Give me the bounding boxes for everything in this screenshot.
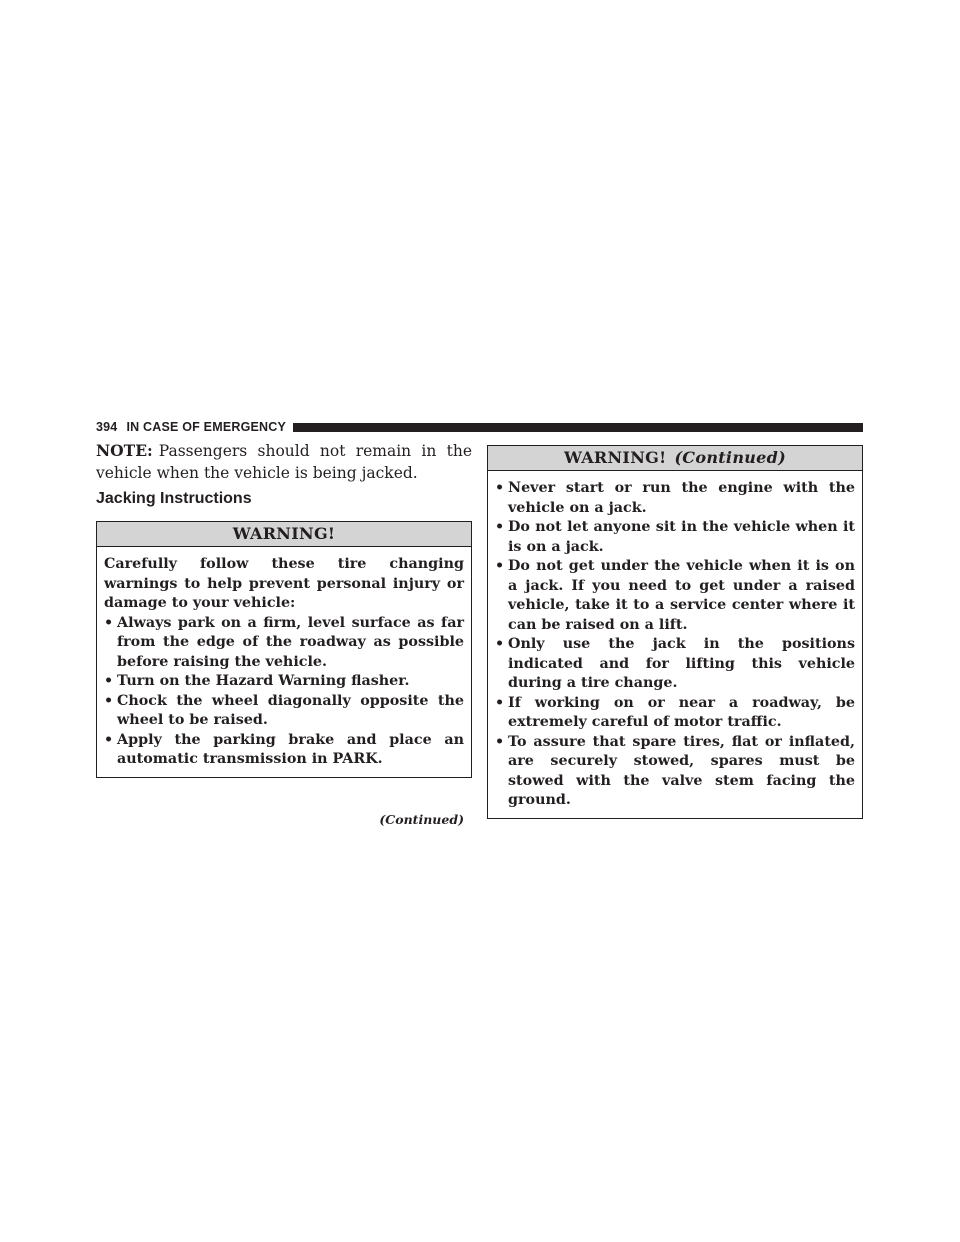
- bullet-icon: •: [104, 731, 114, 748]
- list-item: [495, 733, 855, 811]
- header-rule: [293, 423, 863, 432]
- list-item-text: Apply the parking brake and place an automatic transmission in PARK.: [117, 731, 464, 767]
- bullet-icon: •: [495, 694, 505, 711]
- warning-box: [96, 521, 472, 778]
- list-item: [104, 731, 464, 770]
- warning-intro: Carefully follow these tire changing warnings to help prevent personal injury or damage to your vehicle:: [104, 556, 464, 611]
- bullet-icon: •: [104, 692, 114, 709]
- note-label: NOTE:: [96, 441, 153, 460]
- bullet-icon: •: [495, 558, 505, 574]
- list-item: [495, 518, 855, 557]
- bullet-icon: •: [104, 673, 114, 689]
- note-paragraph: [96, 440, 472, 484]
- section-heading: Jacking Instructions: [96, 490, 252, 507]
- continued-label: (Continued): [379, 812, 464, 827]
- left-column: [96, 440, 472, 827]
- bullet-icon: •: [495, 636, 505, 652]
- bullet-icon: •: [495, 480, 505, 496]
- bullet-icon: •: [495, 519, 505, 535]
- list-item-text: Never start or run the engine with the vehicle on a jack.: [508, 480, 855, 516]
- list-item-text: Do not get under the vehicle when it is on a jack. If you need to get under a raised vehicle, take it to a service center where it can be raised on a lift.: [508, 558, 855, 633]
- section-title: IN CASE OF EMERGENCY: [126, 420, 287, 434]
- note-text: Passengers should not remain in the vehicle when the vehicle is being jacked.: [96, 442, 472, 482]
- warning-list: [495, 479, 855, 811]
- list-item-text: Turn on the Hazard Warning flasher.: [117, 673, 410, 689]
- list-item-text: If working on or near a roadway, be extremely careful of motor traffic.: [508, 694, 855, 730]
- page-number: 394: [96, 420, 118, 434]
- list-item: [104, 614, 464, 673]
- warning-title: [488, 446, 862, 471]
- warning-body: [97, 547, 471, 777]
- warning-box-continued: [487, 445, 863, 819]
- warning-body: [488, 471, 862, 818]
- list-item-text: Only use the jack in the positions indicated and for lifting this vehicle during a tire change.: [508, 636, 855, 691]
- list-item: [495, 694, 855, 733]
- list-item: [495, 557, 855, 635]
- warning-title-text: WARNING!: [563, 448, 667, 467]
- list-item: [495, 479, 855, 518]
- list-item-text: Always park on a firm, level surface as far from the edge of the roadway as possible before raising the vehicle.: [117, 614, 464, 670]
- list-item-text: Do not let anyone sit in the vehicle when it is on a jack.: [508, 519, 855, 555]
- page-header: [96, 417, 863, 437]
- list-item: [495, 635, 855, 694]
- warning-title-suffix: (Continued): [674, 448, 787, 467]
- bullet-icon: •: [104, 614, 114, 631]
- warning-title: [97, 522, 471, 547]
- bullet-icon: •: [495, 733, 505, 750]
- list-item: [104, 672, 464, 692]
- list-item-text: Chock the wheel diagonally opposite the wheel to be raised.: [117, 692, 464, 728]
- list-item: [104, 692, 464, 731]
- warning-list: [104, 614, 464, 770]
- list-item-text: To assure that spare tires, flat or inflated, are securely stowed, spares must be stowed with the valve stem facing the ground.: [508, 733, 855, 808]
- warning-title-text: WARNING!: [232, 524, 336, 543]
